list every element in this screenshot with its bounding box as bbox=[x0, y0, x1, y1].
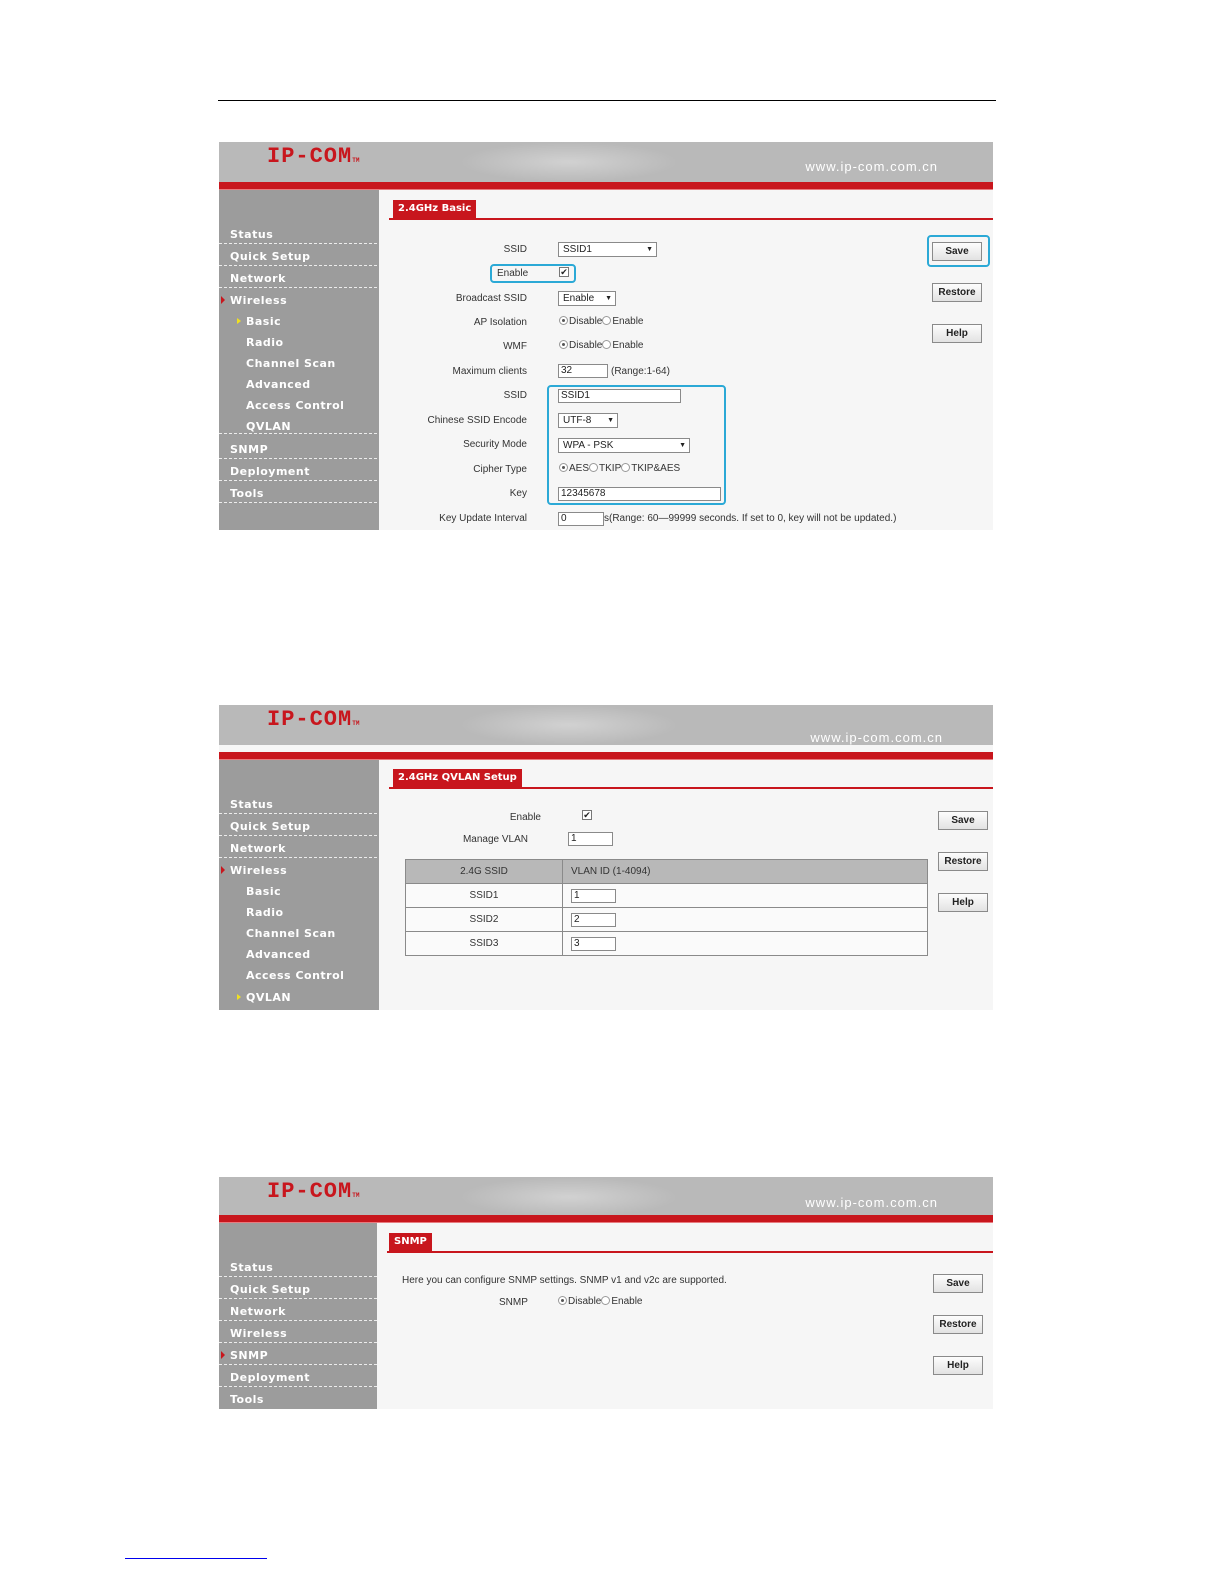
save-button[interactable]: Save bbox=[933, 1274, 983, 1293]
dropdown-arrow-icon: ▼ bbox=[607, 417, 614, 424]
column-header-ssid: 2.4G SSID bbox=[406, 860, 563, 884]
help-button[interactable]: Help bbox=[938, 893, 988, 912]
sidebar-item-network[interactable]: Network bbox=[219, 272, 377, 285]
page-header-rule bbox=[218, 100, 996, 101]
sidebar-item-wireless[interactable]: Wireless bbox=[219, 864, 377, 877]
vlan-table bbox=[405, 859, 928, 956]
restore-button[interactable]: Restore bbox=[932, 283, 982, 302]
tab-underline bbox=[389, 787, 993, 789]
tab-underline bbox=[389, 218, 993, 220]
sidebar-item-quick-setup[interactable]: Quick Setup bbox=[219, 250, 377, 263]
key-update-label: Key Update Interval bbox=[439, 513, 527, 524]
sidebar-item-status[interactable]: Status bbox=[219, 1261, 377, 1274]
ssid-label: SSID bbox=[503, 390, 527, 401]
broadcast-ssid-select[interactable]: Enable ▼ bbox=[558, 291, 616, 306]
sidebar-item-network[interactable]: Network bbox=[219, 842, 377, 855]
restore-button[interactable]: Restore bbox=[938, 852, 988, 871]
sidebar-item-radio[interactable]: Radio bbox=[246, 336, 284, 349]
ap-isolation-label: AP Isolation bbox=[473, 317, 527, 328]
sidebar-item-channel-scan[interactable]: Channel Scan bbox=[246, 357, 336, 370]
sidebar-item-tools[interactable]: Tools bbox=[219, 487, 377, 500]
active-marker-icon bbox=[221, 296, 225, 304]
sidebar-item-status[interactable]: Status bbox=[219, 798, 377, 811]
chinese-ssid-encode-select[interactable]: UTF-8 ▼ bbox=[558, 413, 618, 428]
ssid-select[interactable]: SSID1 ▼ bbox=[558, 242, 657, 257]
header-red-bar bbox=[219, 182, 993, 189]
sidebar-item-advanced[interactable]: Advanced bbox=[246, 378, 311, 391]
ap-isolation-radios[interactable]: Disable Enable bbox=[559, 316, 644, 327]
sidebar-item-wireless[interactable]: Wireless bbox=[219, 294, 377, 307]
security-mode-label: Security Mode bbox=[463, 439, 527, 450]
tab-snmp[interactable]: SNMP bbox=[389, 1233, 432, 1251]
manage-vlan-label: Manage VLAN bbox=[462, 834, 528, 845]
sidebar-item-status[interactable]: Status bbox=[219, 228, 377, 241]
manage-vlan-input[interactable]: 1 bbox=[568, 832, 613, 846]
radio-unchecked-icon[interactable] bbox=[602, 340, 611, 349]
screenshot-qvlan bbox=[219, 705, 993, 1010]
snmp-label: SNMP bbox=[499, 1297, 528, 1308]
current-marker-icon bbox=[237, 994, 241, 1000]
sidebar-item-wireless[interactable]: Wireless bbox=[219, 1327, 377, 1340]
sidebar-item-deployment[interactable]: Deployment bbox=[219, 1371, 377, 1384]
sidebar-item-network[interactable]: Network bbox=[219, 1305, 377, 1318]
sidebar-item-access-control[interactable]: Access Control bbox=[246, 969, 345, 982]
snmp-radios[interactable]: Disable Enable bbox=[558, 1296, 643, 1307]
tab-24ghz-qvlan-setup[interactable]: 2.4GHz QVLAN Setup bbox=[393, 769, 522, 787]
max-clients-label: Maximum clients bbox=[452, 366, 527, 377]
key-input[interactable]: 12345678 bbox=[558, 487, 721, 501]
sidebar-item-basic[interactable]: Basic bbox=[219, 315, 377, 328]
key-update-note: s(Range: 60—99999 seconds. If set to 0, key will not be updated.) bbox=[604, 513, 897, 524]
vlan-id-input[interactable]: 1 bbox=[571, 889, 616, 903]
security-mode-select[interactable]: WPA - PSK ▼ bbox=[558, 438, 690, 453]
current-marker-icon bbox=[237, 318, 241, 324]
radio-checked-icon[interactable] bbox=[559, 316, 568, 325]
tab-underline bbox=[387, 1251, 993, 1253]
sidebar-item-qvlan[interactable]: QVLAN bbox=[219, 991, 377, 1004]
sidebar-item-deployment[interactable]: Deployment bbox=[219, 465, 377, 478]
header-red-bar bbox=[219, 1215, 993, 1222]
cipher-type-radios[interactable]: AES TKIP TKIP&AES bbox=[559, 463, 680, 474]
sidebar bbox=[219, 1223, 377, 1409]
broadcast-ssid-label: Broadcast SSID bbox=[455, 293, 527, 304]
sidebar-item-basic[interactable]: Basic bbox=[246, 885, 282, 898]
qvlan-enable-checkbox[interactable]: ✔ bbox=[583, 810, 591, 820]
screenshot-snmp bbox=[219, 1177, 993, 1409]
radio-checked-icon[interactable] bbox=[558, 1296, 567, 1305]
sidebar-item-channel-scan[interactable]: Channel Scan bbox=[246, 927, 336, 940]
sidebar-item-advanced[interactable]: Advanced bbox=[246, 948, 311, 961]
radio-unchecked-icon[interactable] bbox=[601, 1296, 610, 1305]
brand-logo: IP-COMTM bbox=[267, 144, 360, 169]
table-row bbox=[406, 932, 928, 956]
enable-label: Enable bbox=[497, 268, 529, 279]
footer-link-underline bbox=[125, 1558, 267, 1559]
sidebar-item-radio[interactable]: Radio bbox=[246, 906, 284, 919]
radio-checked-icon[interactable] bbox=[559, 463, 568, 472]
vlan-id-input[interactable]: 2 bbox=[571, 913, 616, 927]
chinese-ssid-encode-label: Chinese SSID Encode bbox=[427, 415, 527, 426]
sidebar bbox=[219, 760, 379, 1010]
column-header-vlan-id: VLAN ID (1-4094) bbox=[563, 860, 928, 884]
sidebar-item-qvlan[interactable]: QVLAN bbox=[219, 420, 377, 433]
sidebar-item-tools[interactable]: Tools bbox=[230, 1393, 264, 1406]
radio-unchecked-icon[interactable] bbox=[589, 463, 598, 472]
table-row bbox=[406, 908, 928, 932]
dropdown-arrow-icon: ▼ bbox=[605, 295, 612, 302]
snmp-description: Here you can configure SNMP settings. SNMP v1 and v2c are supported. bbox=[402, 1275, 727, 1286]
ssid-select-label: SSID bbox=[503, 244, 527, 255]
table-row bbox=[406, 884, 928, 908]
enable-checkbox[interactable]: ✔ bbox=[560, 267, 568, 277]
max-clients-input[interactable]: 32 bbox=[558, 364, 608, 378]
radio-checked-icon[interactable] bbox=[559, 340, 568, 349]
dropdown-arrow-icon: ▼ bbox=[679, 442, 686, 449]
row-ssid: SSID2 bbox=[406, 908, 563, 932]
tab-24ghz-basic[interactable]: 2.4GHz Basic bbox=[393, 200, 476, 218]
row-ssid: SSID3 bbox=[406, 932, 563, 956]
help-button[interactable]: Help bbox=[932, 324, 982, 343]
save-button[interactable]: Save bbox=[938, 811, 988, 830]
restore-button[interactable]: Restore bbox=[933, 1315, 983, 1334]
brand-logo: IP-COMTM bbox=[267, 1179, 360, 1204]
vlan-id-input[interactable]: 3 bbox=[571, 937, 616, 951]
brand-logo: IP-COMTM bbox=[267, 707, 360, 732]
table-header-row bbox=[406, 860, 928, 884]
qvlan-enable-label: Enable bbox=[509, 812, 541, 823]
cipher-type-label: Cipher Type bbox=[473, 464, 527, 475]
wmf-label: WMF bbox=[503, 341, 527, 352]
save-button[interactable]: Save bbox=[932, 242, 982, 261]
active-marker-icon bbox=[221, 1351, 225, 1359]
sidebar-item-access-control[interactable]: Access Control bbox=[246, 399, 345, 412]
header-red-bar bbox=[219, 752, 993, 759]
key-update-input[interactable]: 0 bbox=[558, 512, 604, 526]
sidebar-item-snmp[interactable]: SNMP bbox=[219, 1349, 377, 1362]
brand-url: www.ip-com.com.cn bbox=[810, 730, 943, 745]
brand-url: www.ip-com.com.cn bbox=[805, 159, 938, 174]
wmf-radios[interactable]: Disable Enable bbox=[559, 340, 644, 351]
brand-url: www.ip-com.com.cn bbox=[805, 1195, 938, 1210]
sidebar-item-quick-setup[interactable]: Quick Setup bbox=[219, 820, 377, 833]
row-ssid: SSID1 bbox=[406, 884, 563, 908]
radio-unchecked-icon[interactable] bbox=[621, 463, 630, 472]
active-marker-icon bbox=[221, 866, 225, 874]
sidebar-item-quick-setup[interactable]: Quick Setup bbox=[219, 1283, 377, 1296]
key-label: Key bbox=[509, 488, 527, 499]
sidebar bbox=[219, 190, 379, 530]
max-clients-range: (Range:1-64) bbox=[611, 366, 670, 377]
help-button[interactable]: Help bbox=[933, 1356, 983, 1375]
ssid-input[interactable]: SSID1 bbox=[558, 389, 681, 403]
radio-unchecked-icon[interactable] bbox=[602, 316, 611, 325]
dropdown-arrow-icon: ▼ bbox=[646, 246, 653, 253]
screenshot-basic bbox=[219, 142, 993, 530]
sidebar-item-snmp[interactable]: SNMP bbox=[219, 443, 377, 456]
